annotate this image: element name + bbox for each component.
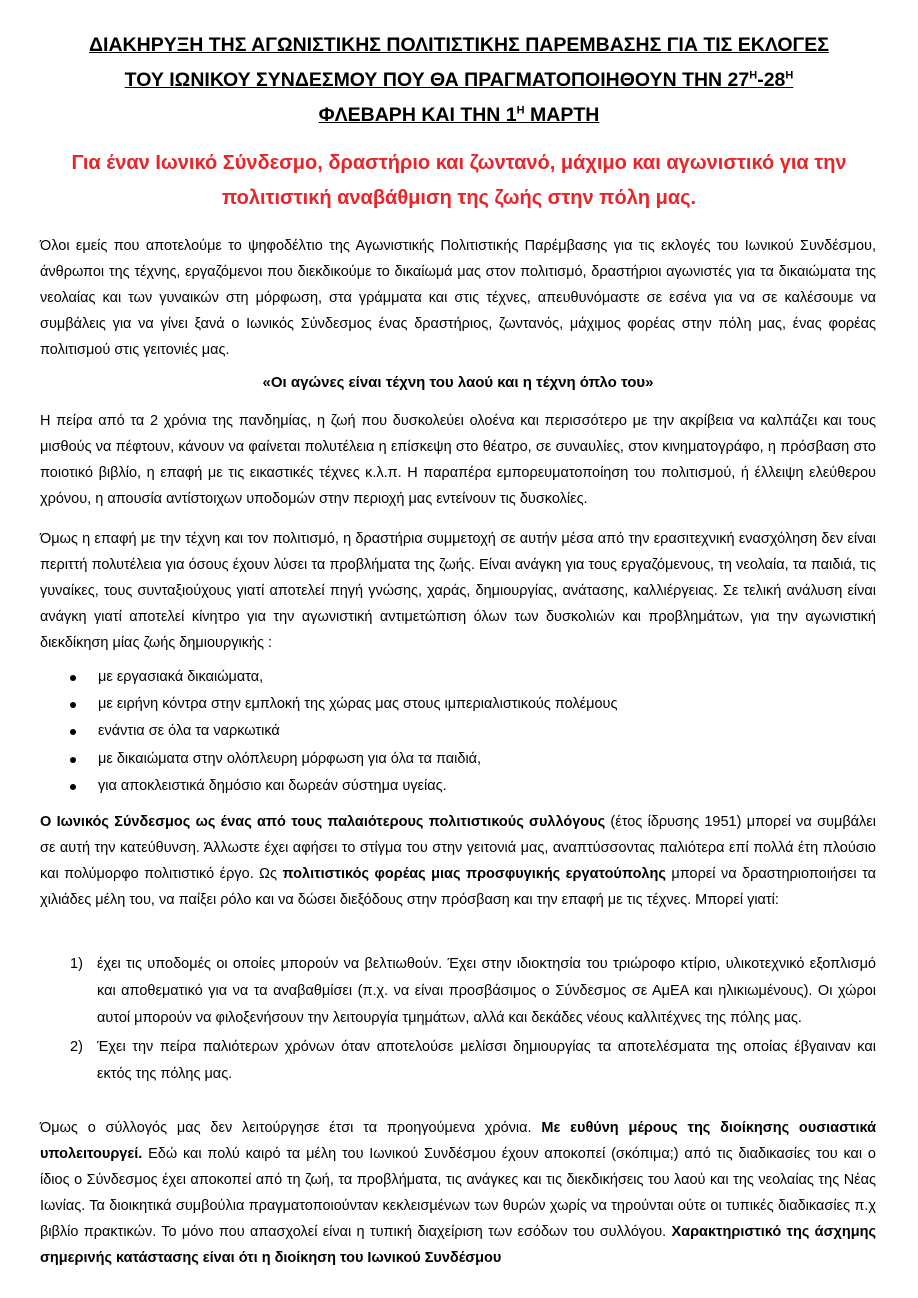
list-item: με εργασιακά δικαιώματα, (40, 664, 876, 691)
item-number: 1) (70, 956, 83, 972)
bullet-icon (70, 675, 76, 681)
pandemic-paragraph: Η πείρα από τα 2 χρόνια της πανδημίας, η ζωή που δυσκολεύει ολοένα και περισσότερο με την ακρίβεια να καλπάζει και τους μισθούς να πέφτουν, κάνουν να φαίνεται πολυτέλεια η επίσκεψη στο θέατρο, σε συναυλίες, στον κινηματογράφο, η πρόσβαση στο ποιοτικό βιβλίο, η επαφή με τις εικαστικές τέχνες κ.λ.π. Η παραπέρα εμπορευματοποίηση του πολιτισμού, ή έλλειψη ελεύθερου χρόνου, η απουσία αντίστοιχων υποδομών στην περιοχή μας εντείνουν τις δυσκολίες. (40, 413, 876, 507)
list-item: για αποκλειστικά δημόσιο και δωρεάν σύστημα υγείας. (40, 773, 876, 800)
list-item: με ειρήνη κόντρα στην εμπλοκή της χώρας μας στους ιμπεριαλιστικούς πολέμους (40, 691, 876, 718)
document-subtitle: Για έναν Ιωνικό Σύνδεσμο, δραστήριο και ζωντανό, μάχιμο και αγωνιστικό για την πολιτιστική αναβάθμιση της ζωής στην πόλη μας. (71, 152, 847, 209)
reasons-list (40, 951, 876, 1088)
union-bold-1: Ο Ιωνικός Σύνδεσμος ως ένας από τους παλαιότερους πολιτιστικούς συλλόγους (40, 814, 606, 830)
bullet-icon (70, 729, 76, 735)
item-text: έχει τις υποδομές οι οποίες μπορούν να βελτιωθούν. Έχει στην ιδιοκτησία του τριώροφο κτίριο, υλικοτεχνικό εξοπλισμό και αποθεματικό για να τα αναβαθμίσει (π.χ. να είναι προσβάσιμος ο Σύνδεσμος σε ΑμΕΑ και ηλικιωμένους). Οι χώροι αυτοί μπορούν να φιλοξενήσουν την λειτουργία τμημάτων, αλλά και δεκάδες νέους καλλιτέχνες της πόλης μας. (97, 956, 876, 1026)
item-text: Έχει την πείρα παλιότερων χρόνων όταν αποτελούσε μελίσσι δημιουργίας τα αποτελέσματα της οποίας έβγαιναν και εκτός της πόλης μας. (97, 1039, 876, 1082)
final-bold-2: Χαρακτηριστικό της άσχημης σημερινής κατάστασης είναι ότι η διοίκηση του Ιωνικού Συνδέσμου (40, 1224, 876, 1266)
intro-paragraph: Όλοι εμείς που αποτελούμε το ψηφοδέλτιο της Αγωνιστικής Πολιτιστικής Παρέμβασης για τις εκλογές του Ιωνικού Συνδέσμου, άνθρωποι της τέχνης, εργαζόμενοι που διεκδικούμε το δικαίωμά μας στον πολιτισμό, δραστήριοι αγωνιστές για τα δικαιώματα της νεολαίας και των γυναικών στη μόρφωση, στα γράμματα και στις τέχνες, απευθυνόμαστε σε εσένα για να σε καλέσουμε να συμβάλεις για να γίνει ξανά ο Ιωνικός Σύνδεσμος ένας δραστήριος, ζωντανός, μάχιμος φορέας στην πόλη μας, ένας φορέας πολιτισμού στις γειτονιές μας. (40, 238, 876, 358)
final-text-1: Όμως ο σύλλογός μας δεν λειτούργησε έτσι τα προηγούμενα χρόνια. (40, 1120, 542, 1136)
bullet-icon (70, 784, 76, 790)
union-text-1: (έτος ίδρυσης 1951) μπορεί να συμβάλει σε αυτή την κατεύθυνση. Άλλωστε έχει αφήσει το στίγμα του στην γειτονιά μας, αναπτύσσοντας παλιότερα επί πολλά έτη πλούσιο και πολύμορφο πολιτιστικό έργο. Ως (40, 814, 876, 882)
quote-heading: «Οι αγώνες είναι τέχνη του λαού και η τέχνη όπλο του» (262, 374, 654, 391)
document-title (40, 28, 878, 133)
union-text-2: μπορεί να δραστηριοποιήσει τα χιλιάδες μέλη του, να παίξει ρόλο και να δώσει διεξόδους στην πρόσβαση και την επαφή με τις τέχνες. Μπορεί γιατί: (40, 866, 876, 908)
bullet-icon (70, 702, 76, 708)
title-line-2b: -28 (757, 69, 786, 91)
final-text-2: Εδώ και πολύ καιρό τα μέλη του Ιωνικού Συνδέσμου έχουν αποκοπεί (σκόπιμα;) από τις διαδικασίες του και ο ίδιος ο Σύνδεσμος έχει αποκοπεί από τη ζωή, τα προβλήματα, τις ανάγκες και τις διεκδικήσεις του λαού και της νεολαίας της Νέας Ιωνίας. Τα διοικητικά συμβούλια πραγματοποιούνταν κεκλεισμένων των θυρών χωρίς να τηρούνται ούτε οι τυπικές διαδικασίες π.χ βιβλίο πρακτικών. Το μόνο που απασχολεί είναι η τυπική διαχείριση των εσόδων του συλλόγου. (40, 1146, 876, 1240)
union-bold-2: πολιτιστικός φορέας μιας προσφυγικής εργατούπολης (282, 866, 666, 882)
title-sup-2: Η (785, 69, 794, 82)
bullet-icon (70, 757, 76, 763)
demands-list (40, 664, 876, 800)
item-number: 2) (70, 1039, 83, 1055)
list-item (40, 1034, 876, 1088)
title-line-2a: ΤΟΥ ΙΩΝΙΚΟΥ ΣΥΝΔΕΣΜΟΥ ΠΟΥ ΘΑ ΠΡΑΓΜΑΤΟΠΟΙΗΘΟΥΝ ΤΗΝ 27 (124, 69, 750, 91)
list-item: ενάντια σε όλα τα ναρκωτικά (40, 718, 876, 745)
title-line-1: ΔΙΑΚΗΡΥΞΗ ΤΗΣ ΑΓΩΝΙΣΤΙΚΗΣ ΠΟΛΙΤΙΣΤΙΚΗΣ ΠΑΡΕΜΒΑΣΗΣ ΓΙΑ ΤΙΣ ΕΚΛΟΓΕΣ (89, 34, 829, 56)
final-paragraph (40, 1115, 876, 1271)
list-item (40, 951, 876, 1032)
title-line-3a: ΦΛΕΒΑΡΗ ΚΑΙ ΤΗΝ 1 (318, 104, 517, 126)
union-paragraph (40, 809, 876, 913)
list-item: με δικαιώματα στην ολόπλευρη μόρφωση για όλα τα παιδιά, (40, 746, 876, 773)
title-sup-3: Η (516, 104, 525, 117)
art-paragraph: Όμως η επαφή με την τέχνη και τον πολιτισμό, η δραστήρια συμμετοχή σε αυτήν μέσα από την ερασιτεχνική ενασχόληση δεν είναι περιττή πολυτέλεια για όσους έχουν λύσει τα προβλήματα της ζωής. Είναι ανάγκη για τους εργαζόμενους, τη νεολαία, τα παιδιά, τις γυναίκες, τους συνταξιούχους γιατί αποτελεί πηγή γνώσης, χαράς, δημιουργίας, ανάτασης, καλλιέργειας. Σε τελική ανάλυση είναι ανάγκη γιατί αποτελεί κίνητρο για την αγωνιστική αντιμετώπιση όλων των δυσκολιών και προβλημάτων, για την αγωνιστική διεκδίκηση μίας ζωής δημιουργικής : (40, 531, 876, 651)
title-sup-1: Η (749, 69, 758, 82)
title-line-3b: ΜΑΡΤΗ (524, 104, 600, 126)
final-bold-1: Με ευθύνη μέρους της διοίκησης ουσιαστικά υπολειτουργεί. (40, 1120, 877, 1162)
